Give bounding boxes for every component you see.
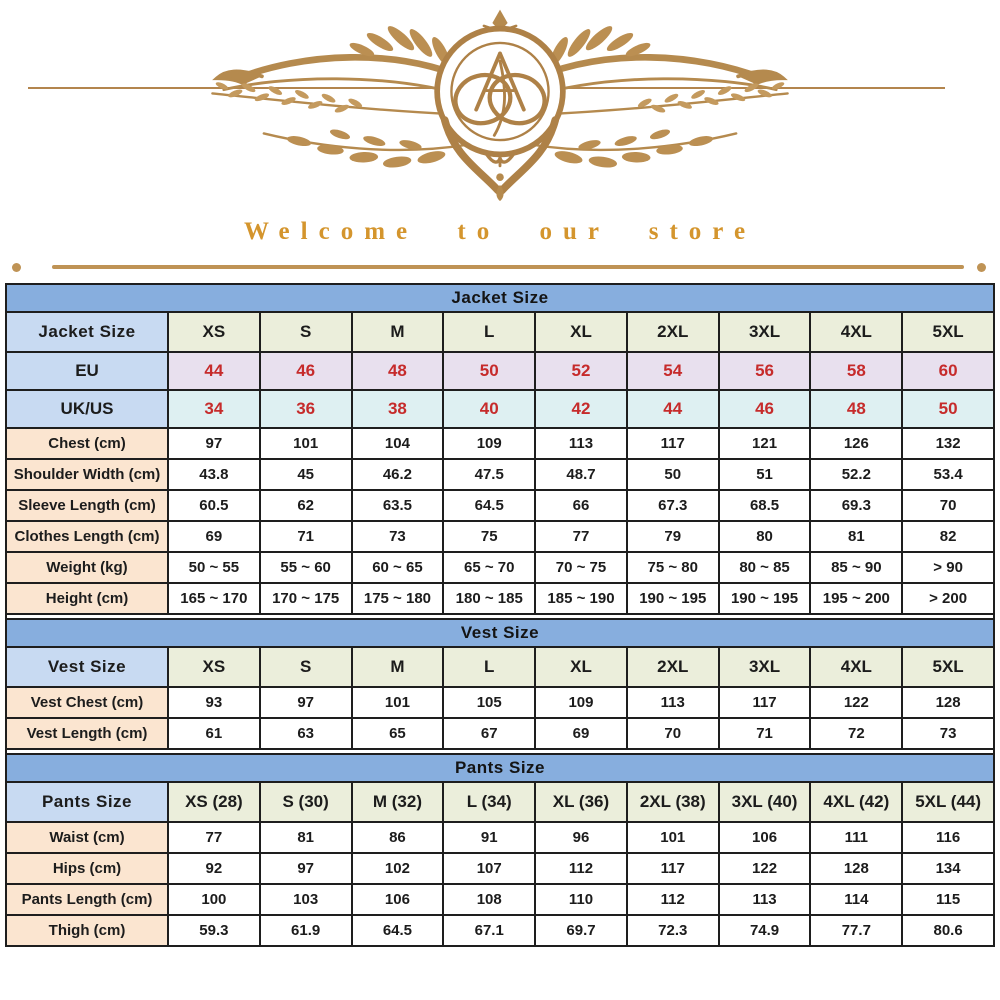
jacket-value-cell: 65 ~ 70 <box>444 553 534 582</box>
vest-value-cell: 97 <box>261 688 351 717</box>
pants-size-header-cell: S (30) <box>261 783 351 821</box>
jacket-value-cell: 75 ~ 80 <box>628 553 718 582</box>
welcome-text: Welcome to our store <box>243 218 757 245</box>
vest-size-header-cell: XL <box>536 648 626 686</box>
vest-size-header-cell: 3XL <box>720 648 810 686</box>
jacket-value-cell: 80 <box>720 522 810 551</box>
vest-measurement-label: Vest Chest (cm) <box>7 688 167 717</box>
pants-value-cell: 101 <box>628 823 718 852</box>
jacket-value-cell: 97 <box>169 429 259 458</box>
pants-value-cell: 67.1 <box>444 916 534 945</box>
jacket-ukus-value-cell: 40 <box>444 391 534 427</box>
vest-value-cell: 122 <box>811 688 901 717</box>
jacket-value-cell: 60.5 <box>169 491 259 520</box>
pants-size-header-cell: XL (36) <box>536 783 626 821</box>
jacket-value-cell: 75 <box>444 522 534 551</box>
jacket-value-cell: 117 <box>628 429 718 458</box>
jacket-value-cell: > 90 <box>903 553 993 582</box>
pants-size-header-cell: XS (28) <box>169 783 259 821</box>
divider-dot-right <box>977 263 986 272</box>
jacket-value-cell: 50 ~ 55 <box>169 553 259 582</box>
pants-measurement-label: Hips (cm) <box>7 854 167 883</box>
jacket-value-cell: 53.4 <box>903 460 993 489</box>
pants-value-cell: 114 <box>811 885 901 914</box>
jacket-table <box>7 313 993 613</box>
jacket-value-cell: 81 <box>811 522 901 551</box>
jacket-value-cell: 73 <box>353 522 443 551</box>
jacket-value-cell: 63.5 <box>353 491 443 520</box>
vest-measurement-label: Vest Length (cm) <box>7 719 167 748</box>
jacket-measurement-label: Shoulder Width (cm) <box>7 460 167 489</box>
jacket-value-cell: 62 <box>261 491 351 520</box>
jacket-measurement-label: Clothes Length (cm) <box>7 522 167 551</box>
jacket-ukus-value-cell: 44 <box>628 391 718 427</box>
pants-value-cell: 64.5 <box>353 916 443 945</box>
jacket-value-cell: 121 <box>720 429 810 458</box>
pants-value-cell: 117 <box>628 854 718 883</box>
jacket-eu-value-cell: 58 <box>811 353 901 389</box>
pants-value-cell: 111 <box>811 823 901 852</box>
jacket-value-cell: 82 <box>903 522 993 551</box>
jacket-value-cell: 69.3 <box>811 491 901 520</box>
jacket-value-cell: 190 ~ 195 <box>628 584 718 613</box>
pants-value-cell: 77.7 <box>811 916 901 945</box>
jacket-eu-value-cell: 44 <box>169 353 259 389</box>
jacket-value-cell: 55 ~ 60 <box>261 553 351 582</box>
pants-value-cell: 97 <box>261 854 351 883</box>
jacket-value-cell: 66 <box>536 491 626 520</box>
pants-size-header-cell: 3XL (40) <box>720 783 810 821</box>
pants-value-cell: 106 <box>353 885 443 914</box>
jacket-eu-value-cell: 54 <box>628 353 718 389</box>
jacket-ukus-value-cell: 48 <box>811 391 901 427</box>
vest-value-cell: 113 <box>628 688 718 717</box>
section-separator <box>7 750 993 753</box>
vest-size-header-cell: 5XL <box>903 648 993 686</box>
jacket-size-header-cell: L <box>444 313 534 351</box>
pants-value-cell: 128 <box>811 854 901 883</box>
pants-value-cell: 116 <box>903 823 993 852</box>
jacket-value-cell: 51 <box>720 460 810 489</box>
pants-size-header-cell: 4XL (42) <box>811 783 901 821</box>
jacket-value-cell: 175 ~ 180 <box>353 584 443 613</box>
pants-value-cell: 91 <box>444 823 534 852</box>
jacket-corner-label: Jacket Size <box>7 313 167 351</box>
pants-value-cell: 59.3 <box>169 916 259 945</box>
jacket-value-cell: 80 ~ 85 <box>720 553 810 582</box>
size-chart <box>5 283 995 947</box>
vest-value-cell: 128 <box>903 688 993 717</box>
jacket-size-header-cell: S <box>261 313 351 351</box>
vest-value-cell: 70 <box>628 719 718 748</box>
jacket-value-cell: 48.7 <box>536 460 626 489</box>
jacket-value-cell: 104 <box>353 429 443 458</box>
jacket-value-cell: 43.8 <box>169 460 259 489</box>
jacket-measurement-label: Height (cm) <box>7 584 167 613</box>
jacket-ukus-value-cell: 50 <box>903 391 993 427</box>
jacket-ukus-label: UK/US <box>7 391 167 427</box>
jacket-value-cell: 47.5 <box>444 460 534 489</box>
jacket-eu-label: EU <box>7 353 167 389</box>
pants-corner-label: Pants Size <box>7 783 167 821</box>
jacket-eu-value-cell: 60 <box>903 353 993 389</box>
pants-section-title: Pants Size <box>7 755 993 781</box>
vest-value-cell: 69 <box>536 719 626 748</box>
pants-value-cell: 110 <box>536 885 626 914</box>
section-separator <box>7 615 993 618</box>
pants-value-cell: 112 <box>536 854 626 883</box>
jacket-value-cell: 195 ~ 200 <box>811 584 901 613</box>
pants-measurement-label: Waist (cm) <box>7 823 167 852</box>
jacket-value-cell: 132 <box>903 429 993 458</box>
jacket-value-cell: 101 <box>261 429 351 458</box>
jacket-ukus-value-cell: 36 <box>261 391 351 427</box>
jacket-size-header-cell: XL <box>536 313 626 351</box>
jacket-value-cell: 69 <box>169 522 259 551</box>
vest-size-header-cell: M <box>353 648 443 686</box>
jacket-value-cell: 126 <box>811 429 901 458</box>
pants-value-cell: 122 <box>720 854 810 883</box>
pants-value-cell: 86 <box>353 823 443 852</box>
vest-value-cell: 117 <box>720 688 810 717</box>
jacket-value-cell: 109 <box>444 429 534 458</box>
vest-value-cell: 105 <box>444 688 534 717</box>
vest-value-cell: 63 <box>261 719 351 748</box>
jacket-section-title: Jacket Size <box>7 285 993 311</box>
pants-value-cell: 112 <box>628 885 718 914</box>
pants-value-cell: 69.7 <box>536 916 626 945</box>
pants-value-cell: 102 <box>353 854 443 883</box>
pants-value-cell: 115 <box>903 885 993 914</box>
jacket-value-cell: > 200 <box>903 584 993 613</box>
jacket-value-cell: 77 <box>536 522 626 551</box>
jacket-value-cell: 185 ~ 190 <box>536 584 626 613</box>
vest-section-title: Vest Size <box>7 620 993 646</box>
pants-size-header-cell: L (34) <box>444 783 534 821</box>
vest-value-cell: 109 <box>536 688 626 717</box>
vest-table <box>7 648 993 748</box>
pants-value-cell: 100 <box>169 885 259 914</box>
jacket-eu-value-cell: 52 <box>536 353 626 389</box>
pants-value-cell: 81 <box>261 823 351 852</box>
pants-size-header-cell: M (32) <box>353 783 443 821</box>
pants-value-cell: 74.9 <box>720 916 810 945</box>
jacket-ukus-value-cell: 42 <box>536 391 626 427</box>
vest-corner-label: Vest Size <box>7 648 167 686</box>
jacket-value-cell: 170 ~ 175 <box>261 584 351 613</box>
jacket-size-header-cell: 4XL <box>811 313 901 351</box>
jacket-ukus-value-cell: 34 <box>169 391 259 427</box>
vest-size-header-cell: 4XL <box>811 648 901 686</box>
pants-value-cell: 106 <box>720 823 810 852</box>
jacket-value-cell: 71 <box>261 522 351 551</box>
pants-measurement-label: Pants Length (cm) <box>7 885 167 914</box>
jacket-value-cell: 45 <box>261 460 351 489</box>
pants-value-cell: 108 <box>444 885 534 914</box>
jacket-value-cell: 70 <box>903 491 993 520</box>
jacket-eu-value-cell: 56 <box>720 353 810 389</box>
jacket-ukus-value-cell: 46 <box>720 391 810 427</box>
jacket-value-cell: 165 ~ 170 <box>169 584 259 613</box>
pants-value-cell: 134 <box>903 854 993 883</box>
vest-value-cell: 61 <box>169 719 259 748</box>
vest-value-cell: 71 <box>720 719 810 748</box>
pants-value-cell: 103 <box>261 885 351 914</box>
pants-size-header-cell: 2XL (38) <box>628 783 718 821</box>
vest-value-cell: 73 <box>903 719 993 748</box>
pants-table <box>7 783 993 945</box>
jacket-size-header-cell: 3XL <box>720 313 810 351</box>
pants-value-cell: 61.9 <box>261 916 351 945</box>
jacket-eu-value-cell: 46 <box>261 353 351 389</box>
pants-size-header-cell: 5XL (44) <box>903 783 993 821</box>
jacket-value-cell: 50 <box>628 460 718 489</box>
jacket-measurement-label: Sleeve Length (cm) <box>7 491 167 520</box>
jacket-eu-value-cell: 50 <box>444 353 534 389</box>
jacket-value-cell: 52.2 <box>811 460 901 489</box>
pants-value-cell: 77 <box>169 823 259 852</box>
vest-value-cell: 101 <box>353 688 443 717</box>
divider-dot-left <box>12 263 21 272</box>
vest-size-header-cell: XS <box>169 648 259 686</box>
jacket-value-cell: 79 <box>628 522 718 551</box>
pants-value-cell: 113 <box>720 885 810 914</box>
jacket-value-cell: 60 ~ 65 <box>353 553 443 582</box>
jacket-value-cell: 70 ~ 75 <box>536 553 626 582</box>
vest-value-cell: 67 <box>444 719 534 748</box>
vest-size-header-cell: 2XL <box>628 648 718 686</box>
jacket-measurement-label: Weight (kg) <box>7 553 167 582</box>
pants-measurement-label: Thigh (cm) <box>7 916 167 945</box>
jacket-size-header-cell: 2XL <box>628 313 718 351</box>
pants-value-cell: 107 <box>444 854 534 883</box>
jacket-value-cell: 67.3 <box>628 491 718 520</box>
jacket-value-cell: 85 ~ 90 <box>811 553 901 582</box>
laurel-emblem-icon <box>190 2 810 202</box>
vest-value-cell: 65 <box>353 719 443 748</box>
jacket-value-cell: 64.5 <box>444 491 534 520</box>
pants-value-cell: 72.3 <box>628 916 718 945</box>
jacket-value-cell: 46.2 <box>353 460 443 489</box>
vest-value-cell: 72 <box>811 719 901 748</box>
jacket-value-cell: 180 ~ 185 <box>444 584 534 613</box>
jacket-eu-value-cell: 48 <box>353 353 443 389</box>
jacket-value-cell: 190 ~ 195 <box>720 584 810 613</box>
store-header <box>0 0 1000 283</box>
jacket-size-header-cell: M <box>353 313 443 351</box>
jacket-size-header-cell: 5XL <box>903 313 993 351</box>
jacket-size-header-cell: XS <box>169 313 259 351</box>
vest-size-header-cell: L <box>444 648 534 686</box>
vest-value-cell: 93 <box>169 688 259 717</box>
pants-value-cell: 80.6 <box>903 916 993 945</box>
jacket-measurement-label: Chest (cm) <box>7 429 167 458</box>
jacket-ukus-value-cell: 38 <box>353 391 443 427</box>
pants-value-cell: 96 <box>536 823 626 852</box>
jacket-value-cell: 113 <box>536 429 626 458</box>
pants-value-cell: 92 <box>169 854 259 883</box>
vest-size-header-cell: S <box>261 648 351 686</box>
divider-line <box>52 265 964 269</box>
jacket-value-cell: 68.5 <box>720 491 810 520</box>
